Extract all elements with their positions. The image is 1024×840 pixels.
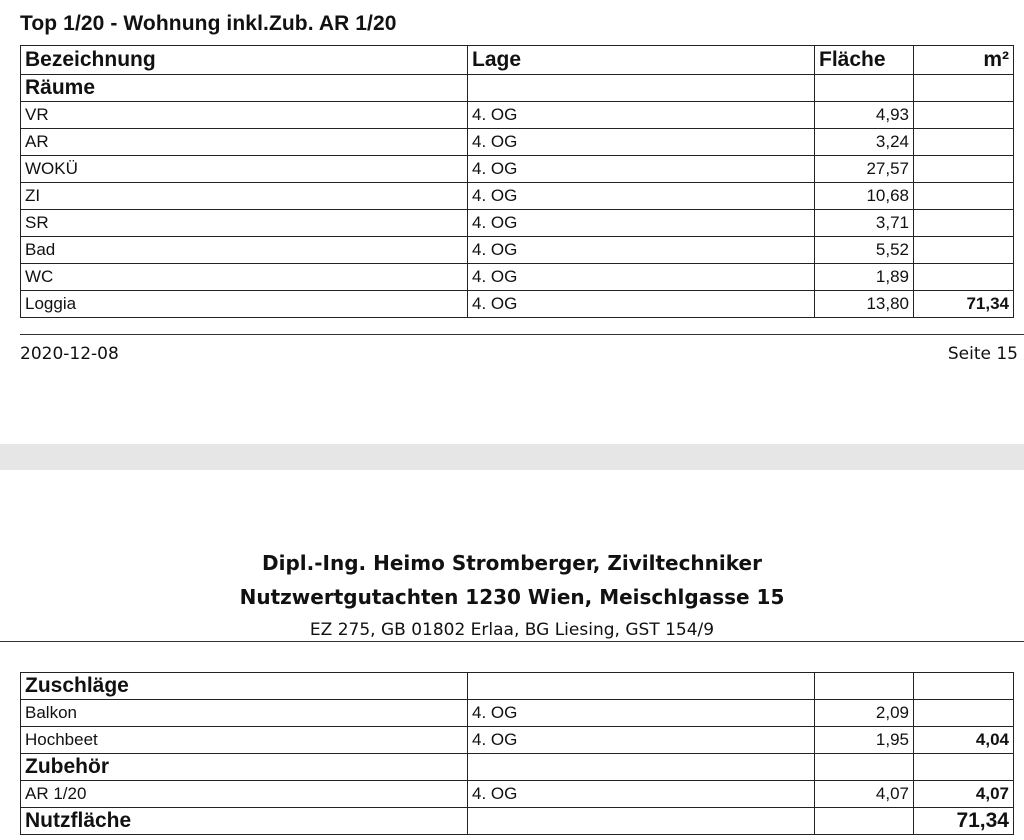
room-total: [914, 264, 1014, 291]
item-total: [914, 700, 1014, 727]
header-bezeichnung: Bezeichnung: [21, 46, 468, 75]
item-name: Balkon: [21, 700, 468, 727]
area-table-additions: [20, 672, 1014, 835]
room-lage: 4. OG: [468, 291, 815, 318]
room-lage: 4. OG: [468, 210, 815, 237]
room-flaeche: 5,52: [815, 237, 914, 264]
page-title: Top 1/20 - Wohnung inkl.Zub. AR 1/20: [20, 12, 397, 35]
room-name: ZI: [21, 183, 468, 210]
room-total: [914, 183, 1014, 210]
room-total: [914, 129, 1014, 156]
table-row: [21, 700, 1014, 727]
room-name: SR: [21, 210, 468, 237]
item-flaeche: 4,07: [815, 781, 914, 808]
room-flaeche: 10,68: [815, 183, 914, 210]
room-name: Loggia: [21, 291, 468, 318]
section-label-raeume: Räume: [21, 75, 468, 102]
table-row: [21, 129, 1014, 156]
page-separator: [0, 444, 1024, 470]
room-lage: 4. OG: [468, 237, 815, 264]
room-flaeche: 13,80: [815, 291, 914, 318]
item-flaeche: 1,95: [815, 727, 914, 754]
room-lage: 4. OG: [468, 264, 815, 291]
table-row: [21, 781, 1014, 808]
table-row: [21, 102, 1014, 129]
room-name: AR: [21, 129, 468, 156]
empty-cell: [914, 75, 1014, 102]
empty-cell: [815, 754, 914, 781]
room-total: [914, 210, 1014, 237]
footer-divider: [20, 334, 1024, 335]
section-row-zuschlaege: [21, 673, 1014, 700]
room-flaeche: 3,71: [815, 210, 914, 237]
table-header-row: [21, 46, 1014, 75]
empty-cell: [468, 673, 815, 700]
item-total: 4,07: [914, 781, 1014, 808]
room-total: [914, 102, 1014, 129]
nutzflaeche-value: 71,34: [914, 808, 1014, 835]
nutzflaeche-row: [21, 808, 1014, 835]
item-total: 4,04: [914, 727, 1014, 754]
header-unit: m²: [914, 46, 1014, 75]
nutzflaeche-label: Nutzfläche: [21, 808, 468, 835]
item-flaeche: 2,09: [815, 700, 914, 727]
item-lage: 4. OG: [468, 727, 815, 754]
item-lage: 4. OG: [468, 781, 815, 808]
room-name: Bad: [21, 237, 468, 264]
empty-cell: [815, 808, 914, 835]
room-flaeche: 27,57: [815, 156, 914, 183]
letterhead-subject: Nutzwertgutachten 1230 Wien, Meischlgasse 15: [239, 585, 785, 609]
table-row: [21, 727, 1014, 754]
table-row: [21, 264, 1014, 291]
room-total: [914, 237, 1014, 264]
room-name: WC: [21, 264, 468, 291]
empty-cell: [914, 673, 1014, 700]
item-name: AR 1/20: [21, 781, 468, 808]
table-row: [21, 156, 1014, 183]
room-flaeche: 3,24: [815, 129, 914, 156]
letterhead-registry: EZ 275, GB 01802 Erlaa, BG Liesing, GST 154/9: [309, 620, 715, 640]
room-lage: 4. OG: [468, 183, 815, 210]
header-flaeche: Fläche: [815, 46, 914, 75]
empty-cell: [815, 673, 914, 700]
room-name: WOKÜ: [21, 156, 468, 183]
empty-cell: [815, 75, 914, 102]
empty-cell: [914, 754, 1014, 781]
item-lage: 4. OG: [468, 700, 815, 727]
section-label-zuschlaege: Zuschläge: [21, 673, 468, 700]
empty-cell: [468, 808, 815, 835]
room-flaeche: 1,89: [815, 264, 914, 291]
table-row: [21, 237, 1014, 264]
empty-cell: [468, 75, 815, 102]
empty-cell: [468, 754, 815, 781]
room-lage: 4. OG: [468, 156, 815, 183]
section-label-zubehoer: Zubehör: [21, 754, 468, 781]
room-lage: 4. OG: [468, 102, 815, 129]
table-row: [21, 183, 1014, 210]
section-row-zubehoer: [21, 754, 1014, 781]
area-table-rooms: [20, 45, 1014, 318]
room-name: VR: [21, 102, 468, 129]
header-divider: [0, 641, 1024, 642]
table-row: [21, 210, 1014, 237]
footer-page-number: Seite 15: [947, 344, 1018, 364]
room-lage: 4. OG: [468, 129, 815, 156]
item-name: Hochbeet: [21, 727, 468, 754]
room-flaeche: 4,93: [815, 102, 914, 129]
footer-date: 2020-12-08: [20, 344, 119, 364]
section-row-raeume: [21, 75, 1014, 102]
table-row: [21, 291, 1014, 318]
room-total: [914, 156, 1014, 183]
header-lage: Lage: [468, 46, 815, 75]
letterhead-author: Dipl.-Ing. Heimo Stromberger, Ziviltechniker: [262, 551, 762, 575]
room-total: 71,34: [914, 291, 1014, 318]
